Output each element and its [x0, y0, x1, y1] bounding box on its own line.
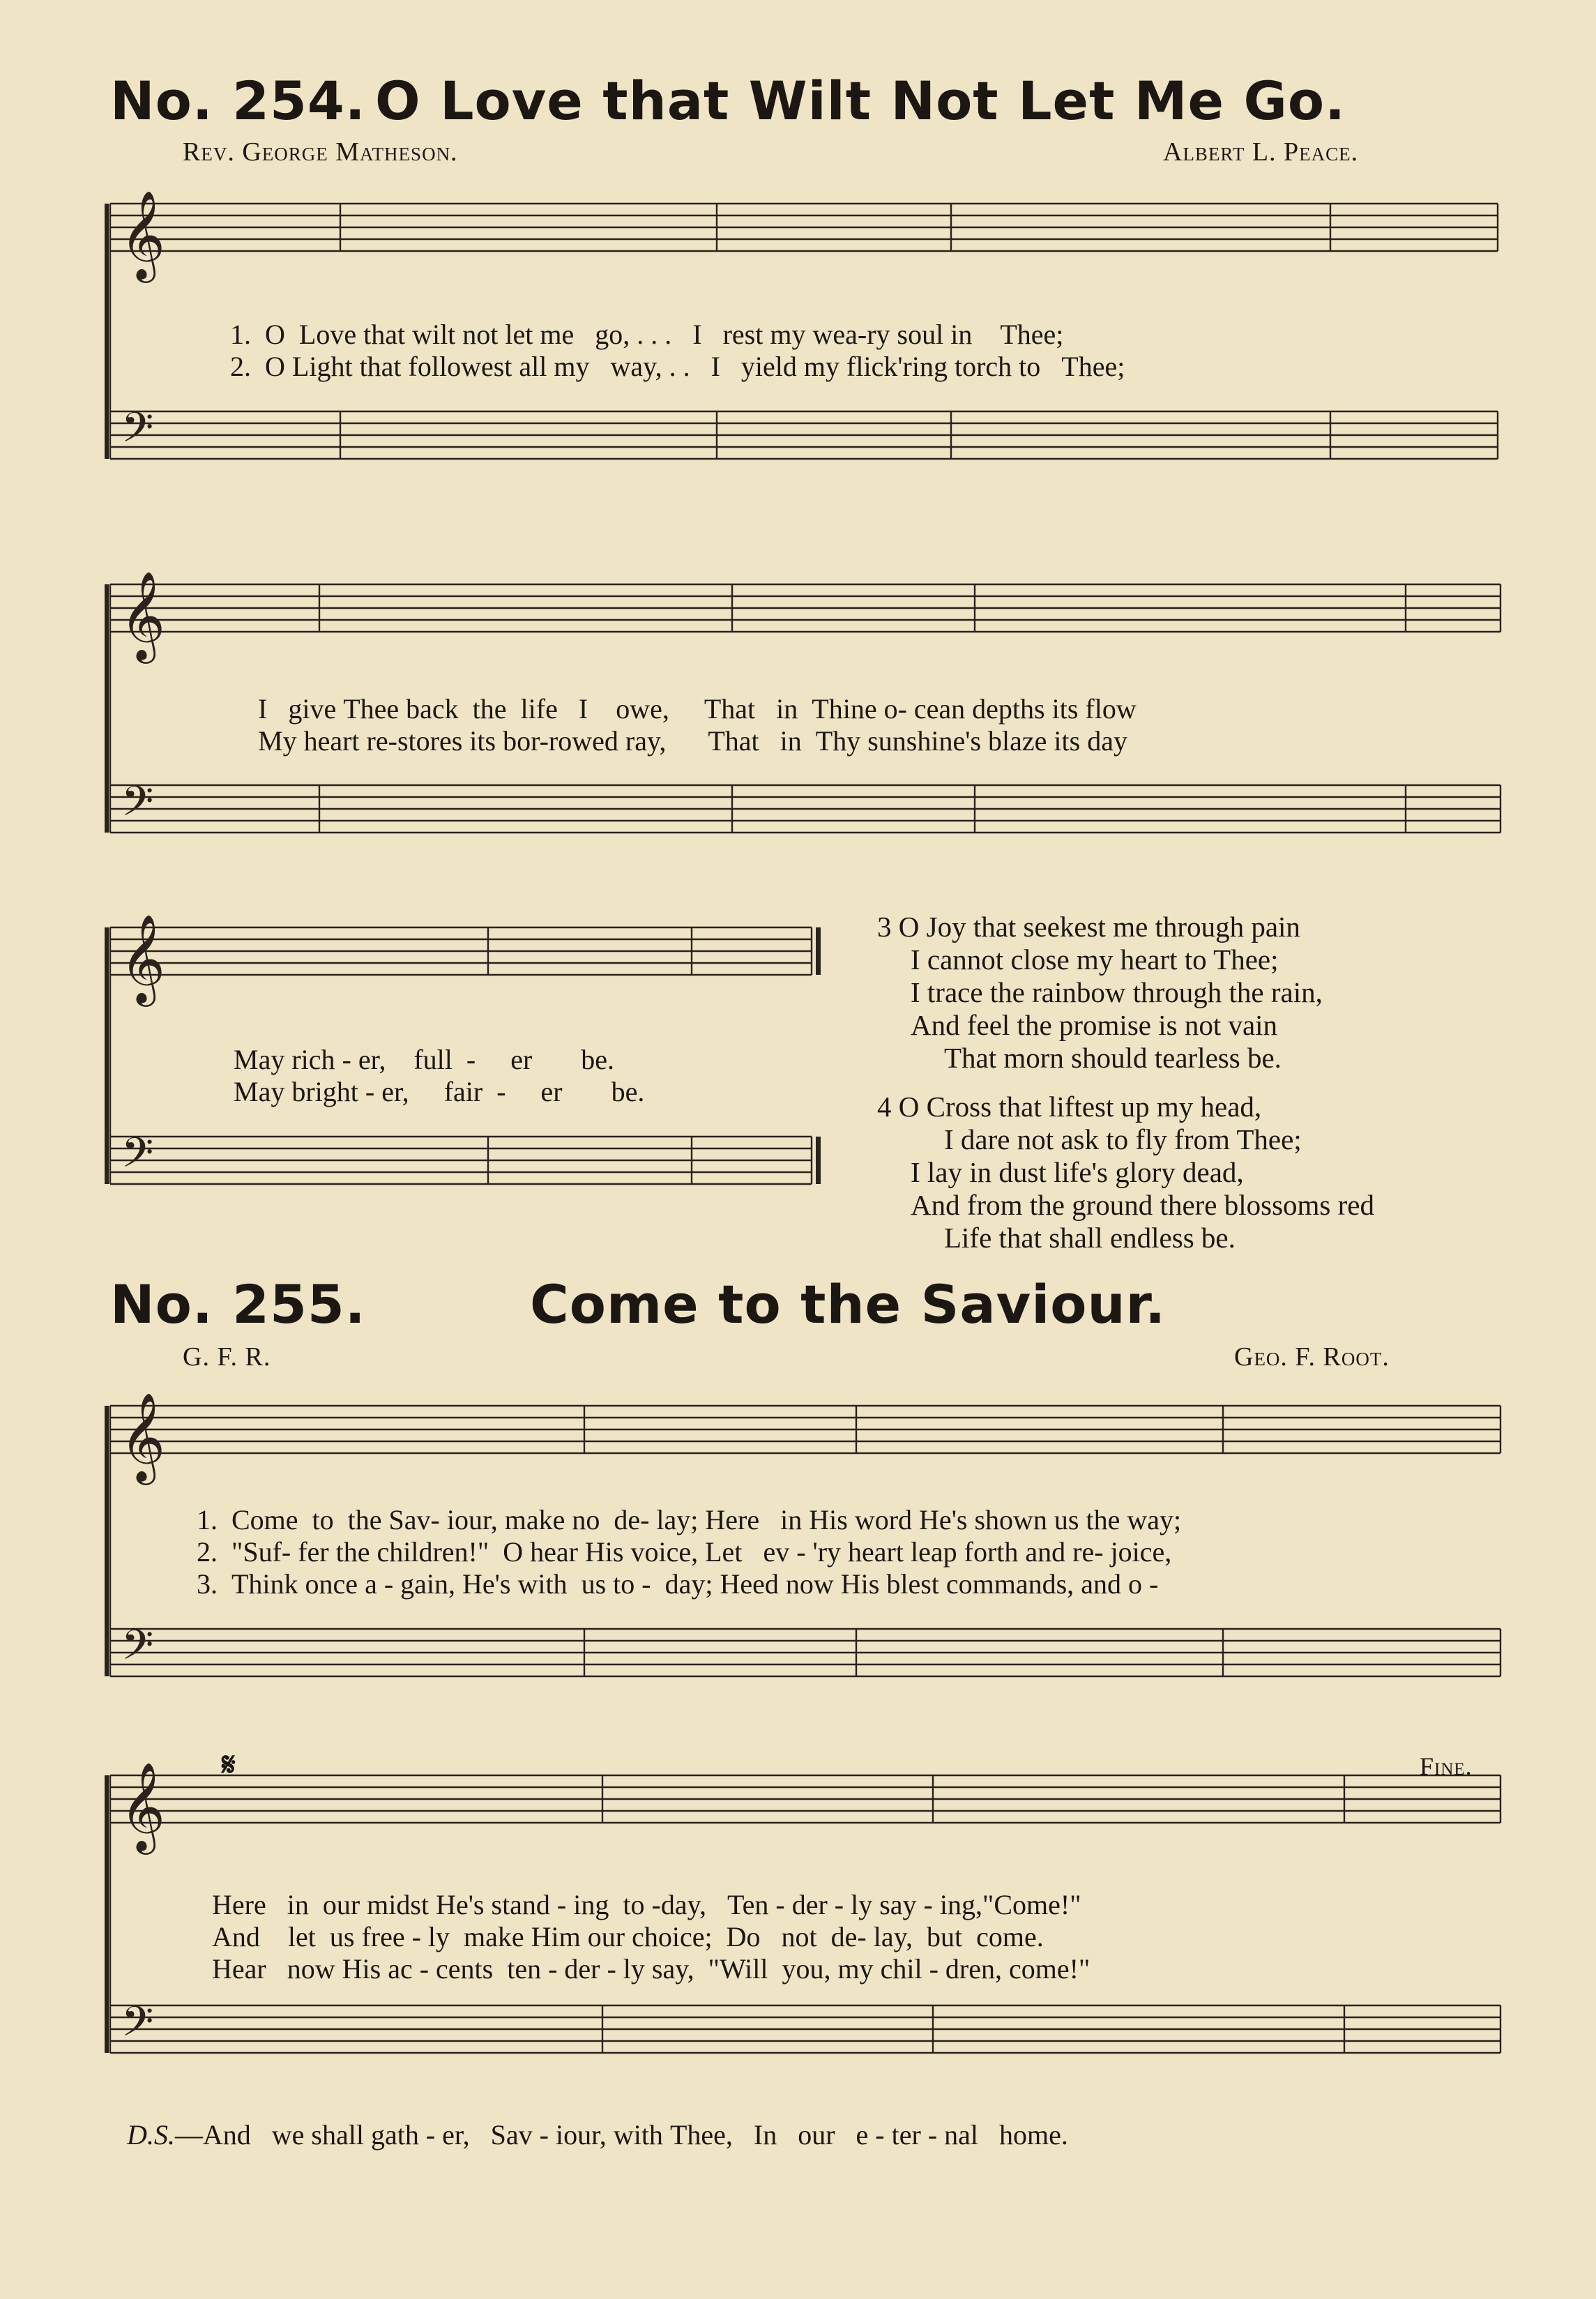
- hymn-255-number: No. 255.: [110, 1273, 366, 1335]
- bass-clef-icon: 𝄢: [121, 777, 154, 835]
- treble-clef-icon: 𝄞: [120, 913, 166, 1003]
- verse-line: I cannot close my heart to Thee;: [911, 943, 1279, 976]
- verse-line: And feel the promise is not vain: [911, 1009, 1278, 1041]
- treble-staff: [110, 1775, 1500, 1823]
- system-bracket: [105, 927, 109, 1184]
- treble-staff: [110, 927, 812, 975]
- bass-clef-icon: 𝄢: [121, 1621, 154, 1679]
- hymn-254-sys3-lyrics-verse1: May rich - er, full - er be.: [234, 1044, 615, 1075]
- treble-staff: [110, 204, 1498, 251]
- hymn-254-verse-4: [877, 1091, 1374, 1254]
- bass-clef-icon: 𝄢: [121, 1997, 154, 2056]
- final-barline: [816, 927, 821, 975]
- verse-line: 3 O Joy that seekest me through pain: [877, 911, 1300, 943]
- treble-clef-icon: 𝄞: [120, 570, 166, 660]
- bass-staff: [110, 1137, 812, 1184]
- hymn-255-music-credit: Geo. F. Root.: [1234, 1342, 1390, 1372]
- system-bracket: [105, 584, 109, 833]
- verse-line: I dare not ask to fly from Thee;: [944, 1123, 1302, 1155]
- hymn-254-verse-3: [877, 911, 1323, 1075]
- verse-line: 4 O Cross that liftest up my head,: [877, 1091, 1262, 1123]
- hymn-254-number: No. 254.: [110, 70, 366, 132]
- system-bracket: [105, 204, 109, 459]
- hymn-254-sys1-lyrics-verse2: 2. O Light that followest all my way, . . I yield my flick'ring torch to Thee;: [230, 351, 1125, 382]
- verse-line: I lay in dust life's glory dead,: [911, 1156, 1244, 1188]
- hymn-255-sys2-lyrics-verse3: Hear now His ac - cents ten - der - ly say, "Will you, my chil - dren, come!": [212, 1953, 1090, 1985]
- treble-staff: [110, 1406, 1500, 1453]
- verse-line: That morn should tearless be.: [944, 1042, 1282, 1074]
- treble-clef-icon: 𝄞: [120, 1761, 166, 1851]
- hymn-255-words-credit: G. F. R.: [183, 1342, 271, 1372]
- hymn-255-sys2-lyrics-verse1: Here in our midst He's stand - ing to -day, Ten - der - ly say - ing,"Come!": [212, 1889, 1081, 1920]
- bass-clef-icon: 𝄢: [121, 403, 154, 462]
- system-bracket: [105, 1406, 109, 1676]
- hymn-255-sys1-lyrics-verse1: 1. Come to the Sav- iour, make no de- lay; Here in His word He's shown us the way;: [197, 1504, 1182, 1535]
- final-barline: [816, 1137, 821, 1184]
- verse-line: And from the ground there blossoms red: [911, 1189, 1374, 1221]
- hymn-254-sys2-lyrics-verse1: I give Thee back the life I owe, That in Thine o- cean depths its flow: [258, 693, 1137, 724]
- system-bracket: [105, 1775, 109, 2053]
- hymn-255-sys1-lyrics-verse2: 2. "Suf- fer the children!" O hear His voice, Let ev - 'ry heart leap forth and re- joice,: [197, 1536, 1172, 1568]
- fine-mark: Fine.: [1420, 1752, 1473, 1780]
- bass-staff: [110, 785, 1500, 833]
- hymn-255-sys1-lyrics-verse3: 3. Think once a - gain, He's with us to - day; Heed now His blest commands, and o -: [197, 1568, 1159, 1600]
- ds-label: D.S.: [127, 2119, 175, 2150]
- bass-staff: [110, 1629, 1500, 1676]
- bass-staff: [110, 411, 1498, 459]
- hymn-255-title: Come to the Saviour.: [530, 1273, 1166, 1335]
- segno-sign: 𝄋: [222, 1747, 236, 1782]
- hymn-254-words-credit: Rev. George Matheson.: [183, 137, 458, 167]
- bass-clef-icon: 𝄢: [121, 1128, 154, 1187]
- treble-staff: [110, 584, 1500, 632]
- hymn-254-sys2-lyrics-verse2: My heart re-stores its bor-rowed ray, That in Thy sunshine's blaze its day: [258, 725, 1127, 757]
- ds-lyrics-line: D.S.—And we shall gath - er, Sav - iour, with Thee, In our e - ter - nal home.: [127, 2119, 1068, 2150]
- treble-clef-icon: 𝄞: [120, 1392, 166, 1481]
- hymn-254-sys1-lyrics-verse1: 1. O Love that wilt not let me go, . . . I rest my wea-ry soul in Thee;: [230, 319, 1064, 350]
- hymn-254-title: O Love that Wilt Not Let Me Go.: [375, 70, 1346, 132]
- hymn-254-music-credit: Albert L. Peace.: [1163, 137, 1359, 167]
- hymn-255-sys2-lyrics-verse2: And let us free - ly make Him our choice; Do not de- lay, but come.: [212, 1921, 1044, 1952]
- treble-clef-icon: 𝄞: [120, 190, 166, 279]
- verse-line: Life that shall endless be.: [944, 1222, 1236, 1254]
- verse-line: I trace the rainbow through the rain,: [911, 976, 1323, 1008]
- hymn-254-sys3-lyrics-verse2: May bright - er, fair - er be.: [234, 1076, 645, 1107]
- bass-staff: [110, 2005, 1500, 2053]
